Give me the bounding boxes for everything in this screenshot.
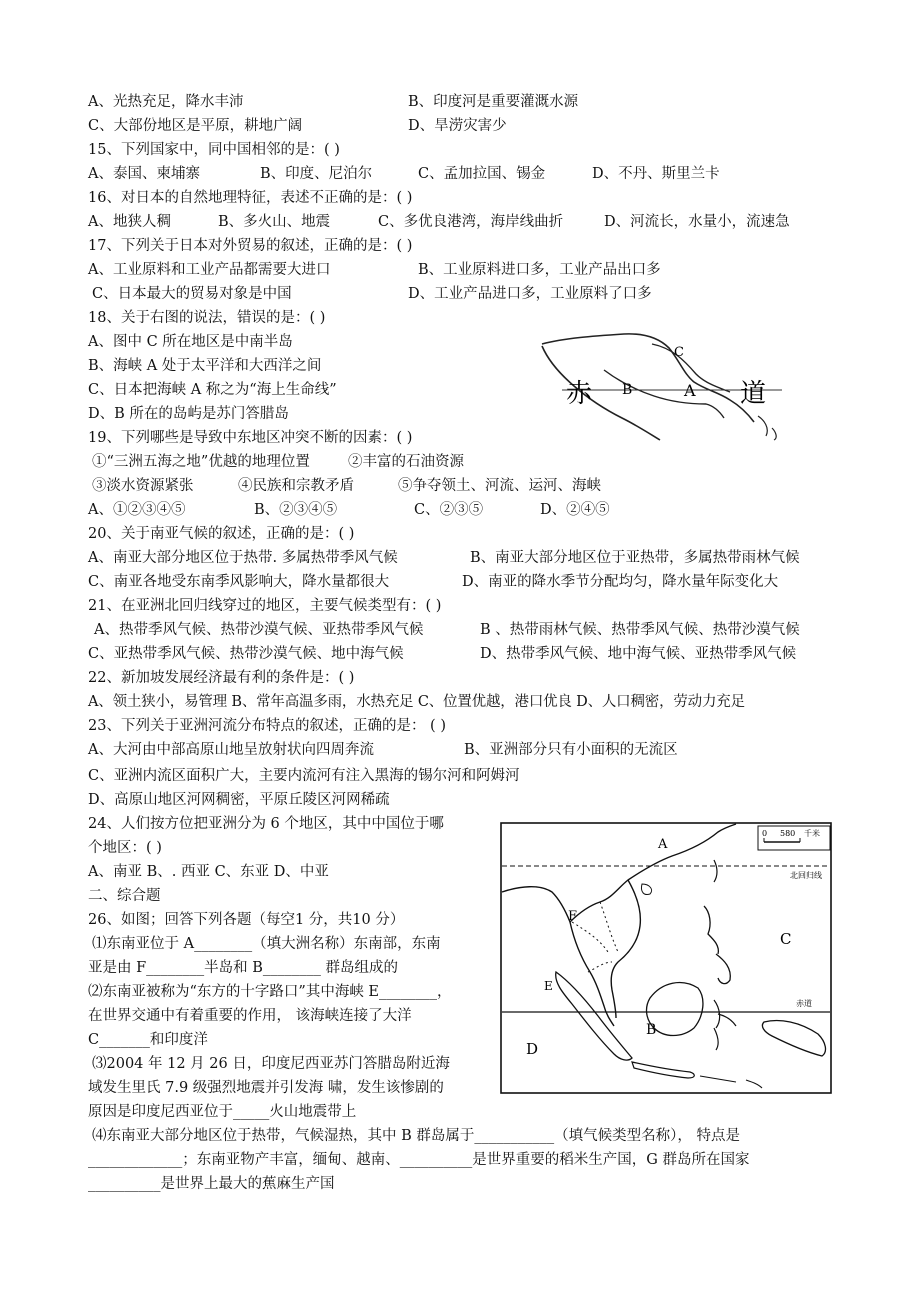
q19-stem: 19、下列哪些是导致中东地区冲突不断的因素：( ) [88, 430, 413, 446]
q23-option-a: A、大河由中部高原山地呈放射状向四周奔流 [88, 742, 374, 758]
q23-option-c: C、亚洲内流区面积广大，主要内流河有注入黑海的锡尔河和阿姆河 [88, 768, 520, 784]
q16-option-b: B、多火山、地震 [218, 214, 331, 230]
q19-option-d: D、②④⑤ [540, 502, 610, 518]
map1-label-c: C [674, 345, 684, 360]
map1-label-b: B [622, 382, 633, 398]
q26-stem: 26、如图；回答下列各题（每空1 分，共10 分） [88, 912, 405, 928]
q21-option-b: B 、热带雨林气候、热带季风气候、热带沙漠气候 [480, 622, 800, 638]
q18-option-b: B、海峡 A 处于太平洋和大西洋之间 [88, 358, 322, 374]
q26-part4-line2: _____________；东南亚物产丰富，缅甸、越南、__________是世界重要的稻米生产国，G 群岛所在国家 [88, 1152, 750, 1168]
q24-stem-1: 24、人们按方位把亚洲分为 6 个地区，其中中国位于哪 [88, 816, 444, 832]
q21-option-d: D、热带季风气候、地中海气候、亚热带季风气候 [480, 646, 797, 662]
q16-option-a: A、地狭人稠 [88, 214, 171, 230]
map2-label-b: B [646, 1022, 657, 1038]
map1-char-dao: 道 [740, 379, 767, 409]
southeast-asia-map [500, 822, 832, 1094]
strait-map [534, 330, 784, 442]
small-islands [758, 416, 776, 440]
q24-options: A、南亚 B、. 西亚 C、东亚 D、中亚 [88, 864, 329, 880]
q17-option-d: D、工业产品进口多，工业原料了口多 [408, 286, 652, 302]
q24-stem-2: 个地区：( ) [88, 840, 162, 856]
q21-stem: 21、在亚洲北回归线穿过的地区，主要气候类型有：( ) [88, 598, 442, 614]
q19-factor-2: ②丰富的石油资源 [348, 454, 464, 470]
q15-option-c: C、孟加拉国、锡金 [418, 166, 546, 182]
scale-value: 580 [780, 829, 796, 838]
map1-char-chi: 赤 [566, 379, 593, 409]
q26-part3-line3: 原因是印度尼西亚位于_____火山地震带上 [88, 1104, 357, 1120]
q14-option-b: B、印度河是重要灌溉水源 [408, 94, 579, 110]
q20-option-d: D、南亚的降水季节分配均匀，降水量年际变化大 [462, 574, 779, 590]
q20-stem: 20、关于南亚气候的叙述，正确的是：( ) [88, 526, 355, 542]
q23-stem: 23、下列关于亚洲河流分布特点的叙述，正确的是： ( ) [88, 718, 446, 734]
q17-option-c: C、日本最大的贸易对象是中国 [92, 286, 292, 302]
q19-factor-4: ④民族和宗教矛盾 [238, 478, 354, 494]
q26-part1-line2: 亚是由 F________半岛和 B________ 群岛组成的 [88, 960, 399, 976]
q26-part3-line1: ⑶2004 年 12 月 26 日，印度尼西亚苏门答腊岛附近海 [92, 1056, 450, 1072]
map2-label-f: F [568, 909, 578, 924]
q19-option-a: A、①②③④⑤ [88, 502, 186, 518]
sumatra-west-coast [542, 346, 660, 440]
q16-stem: 16、对日本的自然地理特征，表述不正确的是：( ) [88, 190, 413, 206]
map2-label-a: A [658, 837, 668, 852]
q26-part4-line3: __________是世界上最大的蕉麻生产国 [88, 1176, 335, 1192]
equator-label: 赤道 [796, 999, 812, 1008]
q17-option-a: A、工业原料和工业产品都需要大进口 [88, 262, 331, 278]
q18-option-c: C、日本把海峡 A 称之为“海上生命线” [88, 382, 337, 398]
q26-part2-line3: C_______和印度洋 [88, 1032, 208, 1048]
q18-option-d: D、B 所在的岛屿是苏门答腊岛 [88, 406, 289, 422]
q17-option-b: B、工业原料进口多，工业产品出口多 [418, 262, 661, 278]
q15-option-a: A、泰国、柬埔寨 [88, 166, 200, 182]
q14-option-a: A、光热充足，降水丰沛 [88, 94, 244, 110]
q20-option-c: C、南亚各地受东南季风影响大，降水量都很大 [88, 574, 390, 590]
q19-factor-5: ⑤争夺领土、河流、运河、海峡 [398, 478, 601, 494]
q23-option-d: D、高原山地区河网稠密，平原丘陵区河网稀疏 [88, 792, 390, 808]
q26-part4-line1: ⑷东南亚大部分地区位于热带，气候湿热，其中 B 群岛属于___________（填气候类型名称）， 特点是 [92, 1128, 740, 1144]
q21-option-a: A、热带季风气候、热带沙漠气候、亚热带季风气候 [94, 622, 424, 638]
q26-part2-line1: ⑵东南亚被称为“东方的十字路口”其中海峡 E________， [88, 984, 452, 1000]
scale-unit: 千米 [804, 829, 820, 838]
q19-option-c: C、②③⑤ [414, 502, 484, 518]
q18-stem: 18、关于右图的说法，错误的是：( ) [88, 310, 326, 326]
scale-zero: 0 [762, 829, 768, 838]
map-frame [501, 823, 831, 1093]
section-heading: 二、综合题 [88, 888, 161, 904]
map2-label-e: E [544, 979, 553, 993]
q15-option-d: D、不丹、斯里兰卡 [592, 166, 720, 182]
q20-option-a: A、南亚大部分地区位于热带. 多属热带季风气候 [88, 550, 398, 566]
q19-factor-3: ③淡水资源紧张 [92, 478, 194, 494]
q19-factor-1: ①“三洲五海之地”优越的地理位置 [92, 454, 310, 470]
q22-options: A、领土狭小，易管理 B、常年高温多雨，水热充足 C、位置优越，港口优良 D、人口稠密，劳动力充足 [88, 694, 745, 710]
q14-option-d: D、旱涝灾害少 [408, 118, 507, 134]
map2-label-c: C [780, 930, 792, 948]
tropic-label: 北回归线 [790, 871, 822, 880]
q20-option-b: B、南亚大部分地区位于亚热带，多属热带雨林气候 [470, 550, 800, 566]
q26-part1-line1: ⑴东南亚位于 A________（填大洲名称）东南部，东南 [92, 936, 441, 952]
map2-label-d: D [526, 1040, 539, 1058]
map1-label-a: A [684, 381, 696, 400]
q15-option-b: B、印度、尼泊尔 [260, 166, 373, 182]
q14-option-c: C、大部份地区是平原，耕地广阔 [88, 118, 303, 134]
q22-stem: 22、新加坡发展经济最有利的条件是：( ) [88, 670, 355, 686]
q26-part3-line2: 域发生里氏 7.9 级强烈地震并引发海 啸，发生该惨剧的 [88, 1080, 444, 1096]
q15-stem: 15、下列国家中，同中国相邻的是：( ) [88, 142, 340, 158]
q26-part2-line2: 在世界交通中有着重要的作用， 该海峡连接了大洋 [88, 1008, 412, 1024]
q16-option-d: D、河流长，水量小，流速急 [604, 214, 790, 230]
q19-option-b: B、②③④⑤ [254, 502, 338, 518]
q23-option-b: B、亚洲部分只有小面积的无流区 [464, 742, 678, 758]
q17-stem: 17、下列关于日本对外贸易的叙述，正确的是：( ) [88, 238, 413, 254]
q21-option-c: C、亚热带季风气候、热带沙漠气候、地中海气候 [88, 646, 404, 662]
q18-option-a: A、图中 C 所在地区是中南半岛 [88, 334, 293, 350]
q16-option-c: C、多优良港湾，海岸线曲折 [378, 214, 564, 230]
